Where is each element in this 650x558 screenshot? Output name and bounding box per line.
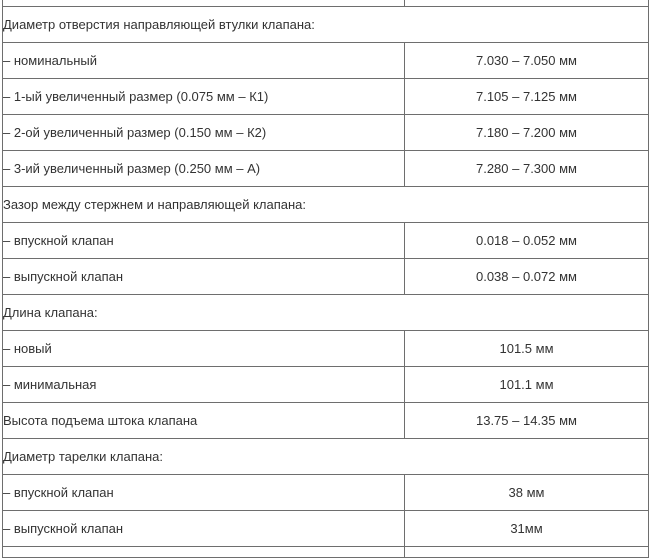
parameter-value: 13.75 – 14.35 мм [405, 403, 649, 439]
table-row [3, 79, 649, 115]
table-row [3, 115, 649, 151]
parameter-value: 101.1 мм [405, 367, 649, 403]
parameter-value: 7.280 – 7.300 мм [405, 151, 649, 187]
table-row [3, 475, 649, 511]
parameter-value: 7.030 – 7.050 мм [405, 43, 649, 79]
section-header: Диаметр тарелки клапана: [3, 439, 649, 475]
parameter-value: 38 мм [405, 475, 649, 511]
section-header: Зазор между стержнем и направляющей клапана: [3, 187, 649, 223]
section-header-row [3, 7, 649, 43]
table-row [3, 331, 649, 367]
table-row [3, 43, 649, 79]
table-row [3, 259, 649, 295]
parameter-value: 7.105 – 7.125 мм [405, 79, 649, 115]
table-row [3, 511, 649, 547]
parameter-value: 0.038 – 0.072 мм [405, 259, 649, 295]
section-header-row [3, 439, 649, 475]
parameter-label: – 1-ый увеличенный размер (0.075 мм – К1) [3, 79, 405, 115]
parameter-label: – выпускной клапан [3, 259, 405, 295]
table-row-cut-bottom [3, 547, 649, 558]
parameter-label: – выпускной клапан [3, 511, 405, 547]
section-header-row [3, 187, 649, 223]
parameter-label: – минимальная [3, 367, 405, 403]
parameter-value: 0.018 – 0.052 мм [405, 223, 649, 259]
parameter-value: 7.180 – 7.200 мм [405, 115, 649, 151]
parameter-label: – 2-ой увеличенный размер (0.150 мм – К2) [3, 115, 405, 151]
parameter-value: 101.5 мм [405, 331, 649, 367]
table-row [3, 367, 649, 403]
parameter-label: – номинальный [3, 43, 405, 79]
parameter-label: – впускной клапан [3, 475, 405, 511]
section-header: Диаметр отверстия направляющей втулки клапана: [3, 7, 649, 43]
parameter-value: 31мм [405, 511, 649, 547]
parameter-label: – 3-ий увеличенный размер (0.250 мм – А) [3, 151, 405, 187]
table-row [3, 223, 649, 259]
table-row [3, 403, 649, 439]
valve-spec-table [2, 0, 649, 558]
table-row [3, 151, 649, 187]
parameter-label: Высота подъема штока клапана [3, 403, 405, 439]
section-header-row [3, 295, 649, 331]
parameter-label: – впускной клапан [3, 223, 405, 259]
parameter-label: – новый [3, 331, 405, 367]
section-header: Длина клапана: [3, 295, 649, 331]
